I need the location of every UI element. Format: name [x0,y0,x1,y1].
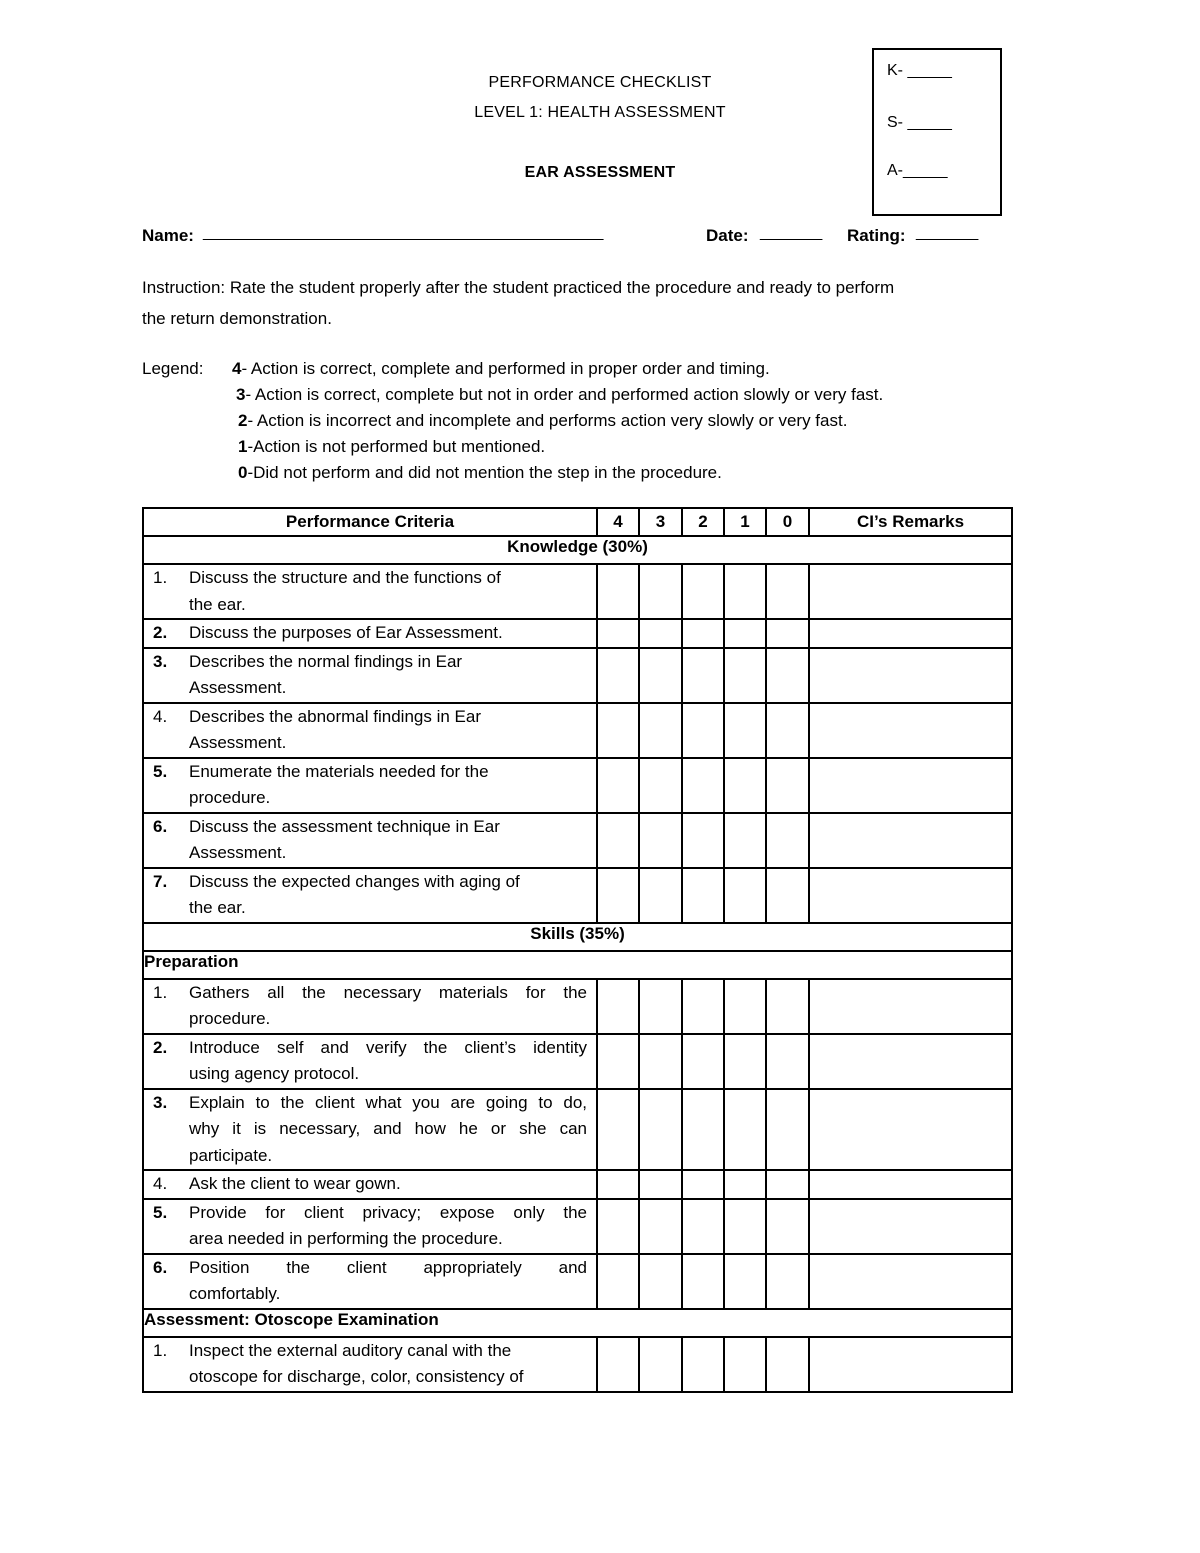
remarks-cell[interactable] [809,619,1012,648]
remarks-cell[interactable] [809,703,1012,758]
name-label: Name: [142,226,194,245]
score-3-cell[interactable] [639,1034,682,1089]
criteria-number: 4. [153,1174,168,1193]
score-0-cell[interactable] [766,758,809,813]
table-header-row [143,508,1012,536]
criteria-number: 5. [153,761,168,781]
criteria-text: Discuss the assessment technique in Ear [189,816,500,836]
score-2-cell[interactable] [682,1089,724,1171]
criteria-text: otoscope for discharge, color, consistency of [189,1367,524,1386]
remarks-cell[interactable] [809,813,1012,868]
score-4-cell[interactable] [597,813,639,868]
score-2-cell[interactable] [682,758,724,813]
score-0-cell[interactable] [766,703,809,758]
score-4-cell[interactable] [597,564,639,619]
criteria-text: participate. [189,1145,273,1165]
score-0-cell[interactable] [766,1170,809,1199]
criteria-text: Assessment. [189,678,287,697]
criteria-text: using agency protocol. [189,1064,360,1083]
remarks-cell[interactable] [809,1337,1012,1392]
score-3-cell[interactable] [639,1199,682,1254]
legend-item: 0-Did not perform and did not mention the step in the procedure. [238,463,722,482]
criteria-number: 2. [153,1037,168,1057]
level-title: LEVEL 1: HEALTH ASSESSMENT [474,104,726,121]
instruction-line-1: Instruction: Rate the student properly after the student practiced the procedure and ready to perform [142,278,895,297]
score-0-cell[interactable] [766,1199,809,1254]
legend-item: 4- Action is correct, complete and performed in proper order and timing. [232,359,770,378]
score-1-header: 1 [724,508,766,536]
rating-label: Rating: [847,226,906,245]
criteria-text: Position the client appropriately and [189,1257,587,1277]
score-4-cell[interactable] [597,648,639,703]
table-row [143,1199,1012,1254]
date-label: Date: [706,226,749,245]
score-4-cell[interactable] [597,758,639,813]
table-row [143,564,1012,619]
attitude-score: A-_____ [887,162,948,179]
score-1-cell[interactable] [724,648,766,703]
criteria-number: 2. [153,623,168,642]
criteria-text: Describes the normal findings in Ear [189,651,463,671]
criteria-text: the ear. [189,594,246,614]
legend-label: Legend: [142,359,204,378]
table-row [143,979,1012,1034]
remarks-cell[interactable] [809,1170,1012,1199]
knowledge-section-label: Knowledge (30%) [143,536,1012,564]
knowledge-section-row [143,536,1012,564]
criteria-number: 6. [153,816,168,836]
score-2-cell[interactable] [682,979,724,1034]
score-4-cell[interactable] [597,979,639,1034]
score-3-cell[interactable] [639,758,682,813]
score-2-cell[interactable] [682,813,724,868]
score-2-cell[interactable] [682,703,724,758]
score-3-cell[interactable] [639,813,682,868]
legend-item: 2- Action is incorrect and incomplete and performs action very slowly or very fast. [238,411,848,430]
criteria-text: procedure. [189,1009,271,1028]
criteria-number: 3. [153,651,168,671]
criteria-text: Explain to the client what you are going to do, [189,1092,587,1112]
performance-table [142,507,1013,1393]
score-1-cell[interactable] [724,1254,766,1309]
criteria-number: 1. [153,982,168,1002]
score-4-cell[interactable] [597,1034,639,1089]
score-0-cell[interactable] [766,1089,809,1171]
criteria-text: Introduce self and verify the client’s identity [189,1037,587,1057]
preparation-row [143,951,1012,979]
criteria-number: 6. [153,1257,168,1277]
skills-section-row [143,923,1012,951]
score-4-cell[interactable] [597,619,639,648]
criteria-text: Assessment. [189,733,287,752]
score-4-cell[interactable] [597,1254,639,1309]
remarks-cell[interactable] [809,1199,1012,1254]
date-field[interactable]: _______ [760,224,823,241]
remarks-cell[interactable] [809,564,1012,619]
rating-field[interactable]: _______ [916,224,979,241]
criteria-text: Discuss the structure and the functions of [189,568,501,587]
score-4-cell[interactable] [597,1337,639,1392]
table-row [143,648,1012,703]
criteria-text: Ask the client to wear gown. [189,1174,401,1193]
score-1-cell[interactable] [724,1199,766,1254]
criteria-number: 1. [153,568,168,587]
table-row [143,758,1012,813]
score-1-cell[interactable] [724,758,766,813]
checklist-title: PERFORMANCE CHECKLIST [488,74,712,91]
criteria-number: 7. [153,871,168,891]
score-0-cell[interactable] [766,1254,809,1309]
score-1-cell[interactable] [724,1089,766,1171]
score-4-cell[interactable] [597,1170,639,1199]
score-2-cell[interactable] [682,1034,724,1089]
score-0-cell[interactable] [766,564,809,619]
score-3-cell[interactable] [639,619,682,648]
criteria-text: why it is necessary, and how he or she can [189,1119,587,1138]
score-1-cell[interactable] [724,703,766,758]
criteria-text: Describes the abnormal findings in Ear [189,706,481,726]
score-2-header: 2 [682,508,724,536]
score-2-cell[interactable] [682,868,724,923]
criteria-text: Gathers all the necessary materials for the [189,982,587,1002]
score-0-cell[interactable] [766,868,809,923]
table-row [143,1170,1012,1199]
assessment-row [143,1309,1012,1337]
score-1-cell[interactable] [724,564,766,619]
table-row [143,1254,1012,1309]
remarks-cell[interactable] [809,1034,1012,1089]
score-0-cell[interactable] [766,813,809,868]
criteria-text: Assessment. [189,843,287,862]
score-1-cell[interactable] [724,1034,766,1089]
knowledge-score: K- _____ [887,62,952,79]
score-3-cell[interactable] [639,979,682,1034]
skills-section-label: Skills (35%) [143,923,1012,951]
score-2-cell[interactable] [682,1254,724,1309]
remarks-cell[interactable] [809,1254,1012,1309]
score-3-cell[interactable] [639,1254,682,1309]
score-2-cell[interactable] [682,619,724,648]
score-0-cell[interactable] [766,979,809,1034]
score-2-cell[interactable] [682,564,724,619]
score-0-cell[interactable] [766,648,809,703]
score-1-cell[interactable] [724,979,766,1034]
criteria-text: procedure. [189,788,271,807]
score-3-cell[interactable] [639,1170,682,1199]
table-row [143,868,1012,923]
preparation-label: Preparation [143,951,1012,979]
score-4-cell[interactable] [597,868,639,923]
score-3-cell[interactable] [639,868,682,923]
score-0-cell[interactable] [766,619,809,648]
score-3-cell[interactable] [639,1089,682,1171]
score-1-cell[interactable] [724,1170,766,1199]
score-3-header: 3 [639,508,682,536]
table-row [143,1337,1012,1392]
table-row [143,813,1012,868]
remarks-cell[interactable] [809,648,1012,703]
criteria-number: 4. [153,706,168,726]
score-0-header: 0 [766,508,809,536]
criteria-text: Provide for client privacy; expose only the [189,1202,587,1222]
remarks-header: CI’s Remarks [809,508,1012,536]
score-4-cell[interactable] [597,703,639,758]
instruction-line-2: the return demonstration. [142,309,332,328]
remarks-cell[interactable] [809,758,1012,813]
table-row [143,1089,1012,1171]
score-2-cell[interactable] [682,1170,724,1199]
score-3-cell[interactable] [639,1337,682,1392]
score-2-cell[interactable] [682,1337,724,1392]
table-row [143,619,1012,648]
score-4-header: 4 [597,508,639,536]
score-1-cell[interactable] [724,619,766,648]
criteria-number: 1. [153,1340,168,1360]
remarks-cell[interactable] [809,979,1012,1034]
name-field[interactable]: _____________________________________________ [203,224,604,241]
ksa-score-box [872,48,1002,216]
score-0-cell[interactable] [766,1337,809,1392]
criteria-number: 3. [153,1092,168,1112]
criteria-text: area needed in performing the procedure. [189,1229,503,1248]
criteria-text: Inspect the external auditory canal with the [189,1340,512,1360]
score-3-cell[interactable] [639,703,682,758]
score-4-cell[interactable] [597,1199,639,1254]
criteria-header: Performance Criteria [143,508,597,536]
score-3-cell[interactable] [639,564,682,619]
score-1-cell[interactable] [724,1337,766,1392]
criteria-text: Discuss the expected changes with aging of [189,871,520,891]
table-row [143,703,1012,758]
score-4-cell[interactable] [597,1089,639,1171]
criteria-text: the ear. [189,898,246,917]
criteria-text: Enumerate the materials needed for the [189,761,489,781]
table-row [143,1034,1012,1089]
score-1-cell[interactable] [724,868,766,923]
score-3-cell[interactable] [639,648,682,703]
score-1-cell[interactable] [724,813,766,868]
remarks-cell[interactable] [809,1089,1012,1171]
remarks-cell[interactable] [809,868,1012,923]
legend-item: 3- Action is correct, complete but not in order and performed action slowly or very fast. [236,385,884,404]
score-2-cell[interactable] [682,648,724,703]
criteria-text: Discuss the purposes of Ear Assessment. [189,623,503,642]
skills-score: S- _____ [887,114,952,131]
assessment-label: Assessment: Otoscope Examination [143,1309,1012,1337]
score-0-cell[interactable] [766,1034,809,1089]
score-2-cell[interactable] [682,1199,724,1254]
page-title: EAR ASSESSMENT [524,164,676,181]
legend-item: 1-Action is not performed but mentioned. [238,437,546,456]
criteria-text: comfortably. [189,1284,281,1303]
criteria-number: 5. [153,1202,168,1222]
